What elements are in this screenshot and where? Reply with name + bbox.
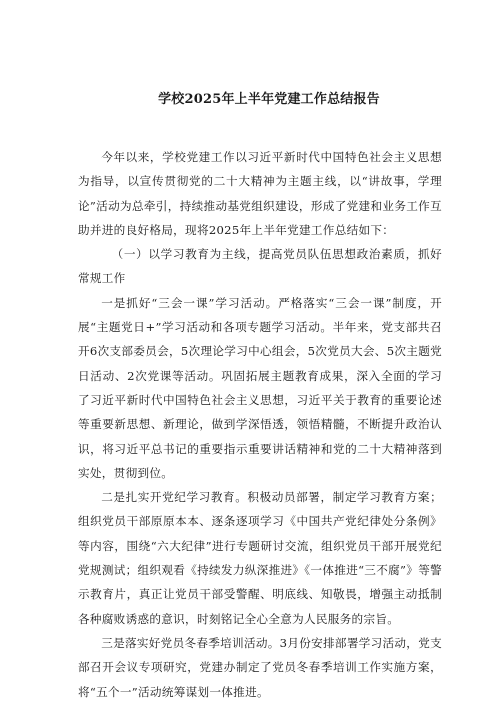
body-paragraph-2: 二是扎实开党纪学习教育。积极动员部署，制定学习教育方案；组织党员干部原原本本、逐条逐项学习《中国共产党纪律处分条例》等内容，围绕“六大纪律”进行专题研讨交流，组织党员干部开展党纪党规测试；组织观看《持续发力纵深推进》《一体推进“三不腐”》等警示教育片，真正让党员干部受警醒、明底线、知敬畏，增强主动抵制各种腐败诱惑的意识，时刻铭记全心全意为人民服务的宗旨。 (78, 490, 442, 626)
intro-paragraph: 今年以来，学校党建工作以习近平新时代中国特色社会主义思想为指导，以宣传贯彻党的二十大精神为主题主线，以“讲故事，学理论”活动为总牵引，持续推动基党组织建设，形成了党建和业务工作互助并进的良好格局，现将2025年上半年党建工作总结如下： (78, 150, 442, 237)
document-title: 学校2025年上半年党建工作总结报告 (158, 92, 380, 107)
body-paragraph-1: 一是抓好“三会一课”学习活动。严格落实“三会一课”制度，开展“主题党日+”学习活动和各项专题学习活动。半年来，党支部共召开6次支部委员会，5次理论学习中心组会，5次党员大会、5次主题党日活动、2次党课等活动。巩固拓展主题教育成果，深入全面的学习了习近平新时代中国特色社会主义思想，习近平关于教育的重要论述等重要新思想、新理论，做到学深悟透，领悟精髓，不断提升政治认识，将习近平总书记的重要指示重要讲话精神和党的二十大精神落到实处，贯彻到位。 (78, 295, 442, 480)
body-paragraph-3: 三是落实好党员冬春季培训活动。3月份安排部署学习活动，党支部召开会议专项研究，党建办制定了党员冬春季培训工作实施方案，将“五个一”活动统筹谋划一体推进。 (78, 635, 442, 699)
section-heading: （一）以学习教育为主线，提高党员队伍思想政治素质，抓好常规工作 (78, 247, 442, 286)
